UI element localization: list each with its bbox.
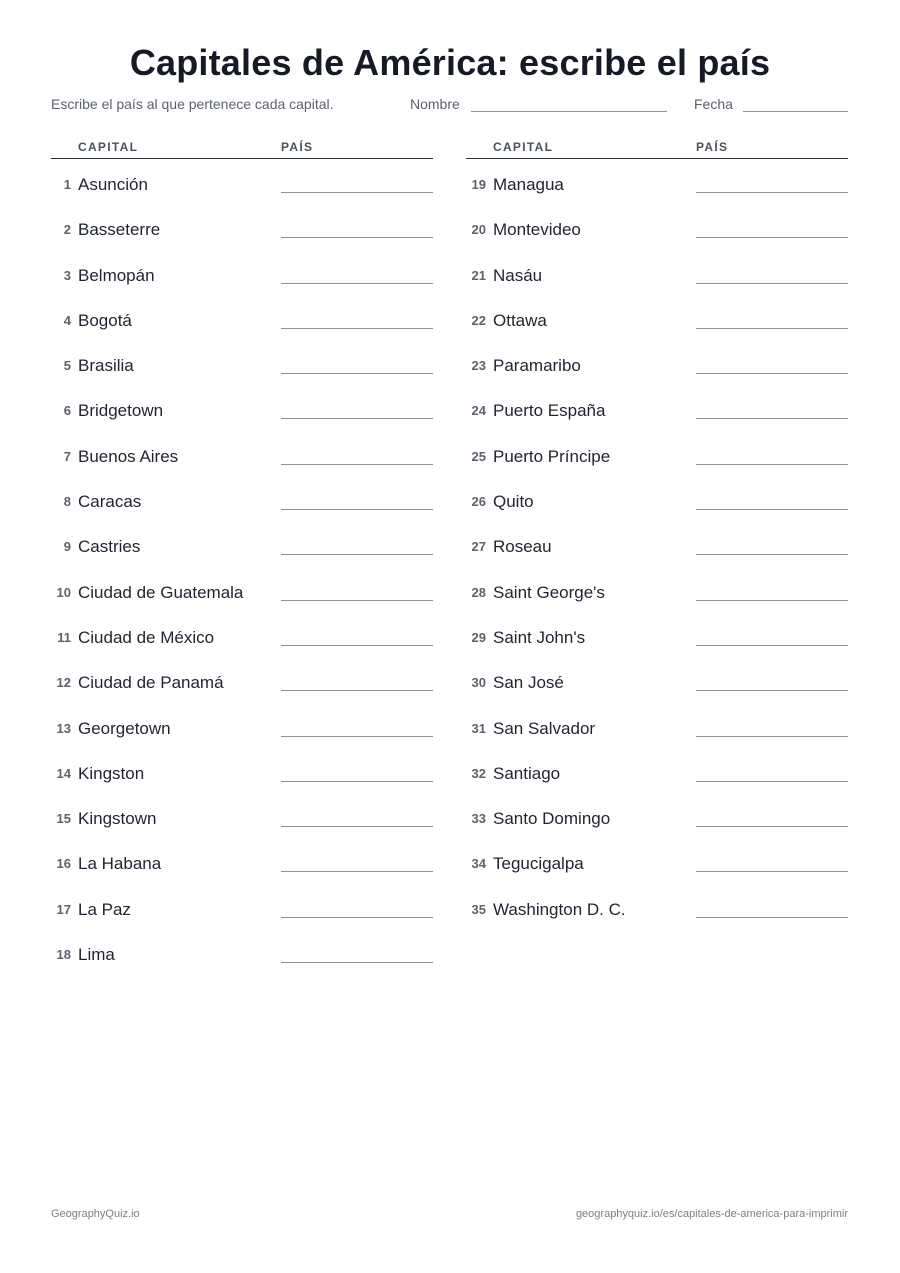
quiz-row xyxy=(466,793,848,838)
country-answer-line[interactable] xyxy=(281,283,433,284)
country-answer-line[interactable] xyxy=(281,917,433,918)
capital-name: Santiago xyxy=(493,763,561,783)
capital-name: Saint John's xyxy=(493,627,586,647)
quiz-row xyxy=(51,340,433,385)
country-answer-line[interactable] xyxy=(696,418,848,419)
country-answer-line[interactable] xyxy=(281,509,433,510)
capital-name: San Salvador xyxy=(493,718,596,738)
row-number: 6 xyxy=(63,403,71,419)
row-number: 29 xyxy=(471,629,486,645)
row-number: 7 xyxy=(63,448,71,464)
row-number: 22 xyxy=(471,312,486,328)
capital-name: Tegucigalpa xyxy=(493,854,584,874)
quiz-row xyxy=(466,703,848,748)
capital-name: Basseterre xyxy=(78,220,161,240)
right-column xyxy=(466,138,848,929)
row-number: 4 xyxy=(63,312,71,328)
quiz-row xyxy=(466,657,848,702)
row-number: 10 xyxy=(56,584,71,600)
capital-name: Ciudad de México xyxy=(78,627,215,647)
row-number: 3 xyxy=(63,267,71,283)
country-answer-line[interactable] xyxy=(281,826,433,827)
country-answer-line[interactable] xyxy=(696,826,848,827)
country-header: PAÍS xyxy=(281,140,314,154)
row-number: 26 xyxy=(471,494,486,510)
country-answer-line[interactable] xyxy=(281,736,433,737)
country-answer-line[interactable] xyxy=(696,871,848,872)
quiz-row xyxy=(51,612,433,657)
name-field-line[interactable] xyxy=(471,111,667,112)
footer-url: geographyquiz.io/es/capitales-de-america-para-imprimir xyxy=(575,1208,848,1220)
country-answer-line[interactable] xyxy=(696,781,848,782)
capital-name: Ciudad de Guatemala xyxy=(78,582,244,602)
quiz-row xyxy=(51,748,433,793)
quiz-row xyxy=(51,567,433,612)
page-title: Capitales de América: escribe el país xyxy=(129,42,771,83)
row-number: 11 xyxy=(57,629,71,645)
row-number: 1 xyxy=(63,177,71,192)
capital-name: La Paz xyxy=(78,899,131,919)
country-answer-line[interactable] xyxy=(696,237,848,238)
country-answer-line[interactable] xyxy=(281,645,433,646)
row-number: 34 xyxy=(471,856,486,872)
footer-brand: GeographyQuiz.io xyxy=(51,1208,140,1220)
column-header xyxy=(51,138,433,159)
country-answer-line[interactable] xyxy=(281,962,433,963)
row-number: 5 xyxy=(63,358,71,374)
country-answer-line[interactable] xyxy=(281,690,433,691)
column-header xyxy=(466,138,848,159)
row-number: 19 xyxy=(471,177,486,192)
capital-name: Montevideo xyxy=(493,220,581,240)
quiz-row xyxy=(466,838,848,883)
country-answer-line[interactable] xyxy=(281,373,433,374)
quiz-row xyxy=(51,929,433,974)
country-answer-line[interactable] xyxy=(281,464,433,465)
row-number: 27 xyxy=(471,539,486,555)
quiz-row xyxy=(466,567,848,612)
row-number: 13 xyxy=(56,720,71,736)
country-answer-line[interactable] xyxy=(696,373,848,374)
country-answer-line[interactable] xyxy=(696,645,848,646)
row-number: 17 xyxy=(56,901,71,917)
row-number: 12 xyxy=(56,675,71,691)
country-answer-line[interactable] xyxy=(281,600,433,601)
quiz-row xyxy=(466,476,848,521)
row-number: 24 xyxy=(471,403,486,419)
left-column xyxy=(51,138,433,974)
row-number: 32 xyxy=(471,765,486,781)
quiz-row xyxy=(466,612,848,657)
row-number: 9 xyxy=(63,539,71,555)
capital-name: San José xyxy=(493,673,564,693)
row-number: 14 xyxy=(56,765,71,781)
date-field-line[interactable] xyxy=(743,111,848,112)
row-number: 30 xyxy=(471,675,486,691)
row-number: 16 xyxy=(56,856,71,872)
quiz-row xyxy=(466,385,848,430)
quiz-row xyxy=(51,250,433,295)
instructions: Escribe el país al que pertenece cada capital. xyxy=(51,96,334,112)
row-number: 28 xyxy=(471,584,486,600)
row-number: 20 xyxy=(471,222,486,238)
country-answer-line[interactable] xyxy=(696,192,848,193)
capital-name: Georgetown xyxy=(78,718,171,738)
country-answer-line[interactable] xyxy=(696,328,848,329)
row-number: 21 xyxy=(471,267,486,283)
date-label: Fecha xyxy=(694,96,733,112)
capital-name: Ottawa xyxy=(493,310,547,330)
quiz-row xyxy=(466,748,848,793)
row-number: 8 xyxy=(63,494,71,510)
quiz-row xyxy=(51,703,433,748)
country-header: PAÍS xyxy=(696,140,729,154)
capital-name: Quito xyxy=(493,492,534,512)
capital-name: Kingstown xyxy=(78,809,157,829)
capital-name: Puerto Príncipe xyxy=(493,446,611,466)
left-rows xyxy=(51,159,433,974)
row-number: 18 xyxy=(56,947,71,963)
country-answer-line[interactable] xyxy=(696,600,848,601)
quiz-row xyxy=(51,657,433,702)
quiz-row xyxy=(51,295,433,340)
quiz-row xyxy=(51,204,433,249)
quiz-row xyxy=(466,159,848,204)
capital-name: Castries xyxy=(78,537,141,557)
country-answer-line[interactable] xyxy=(696,690,848,691)
capital-name: Santo Domingo xyxy=(493,809,611,829)
quiz-row xyxy=(51,884,433,929)
country-answer-line[interactable] xyxy=(281,554,433,555)
country-answer-line[interactable] xyxy=(281,192,433,193)
quiz-row xyxy=(51,385,433,430)
capital-name: Puerto España xyxy=(493,401,606,421)
country-answer-line[interactable] xyxy=(281,237,433,238)
worksheet-info-row xyxy=(51,96,848,116)
quiz-row xyxy=(51,159,433,204)
capital-name: Brasilia xyxy=(78,356,134,376)
capital-name: Managua xyxy=(493,175,564,194)
quiz-row xyxy=(466,204,848,249)
country-answer-line[interactable] xyxy=(696,283,848,284)
country-answer-line[interactable] xyxy=(696,736,848,737)
quiz-row xyxy=(51,521,433,566)
capital-name: Lima xyxy=(78,945,115,965)
capital-name: La Habana xyxy=(78,854,162,874)
capital-name: Belmopán xyxy=(78,265,155,285)
capital-header: CAPITAL xyxy=(78,140,139,154)
country-answer-line[interactable] xyxy=(281,871,433,872)
capital-name: Kingston xyxy=(78,763,145,783)
capital-name: Caracas xyxy=(78,492,142,512)
quiz-row xyxy=(51,793,433,838)
quiz-row xyxy=(466,295,848,340)
quiz-row xyxy=(51,838,433,883)
capital-name: Bogotá xyxy=(78,310,132,330)
row-number: 25 xyxy=(471,448,486,464)
name-label: Nombre xyxy=(410,96,460,112)
row-number: 23 xyxy=(471,358,486,374)
quiz-row xyxy=(466,250,848,295)
country-answer-line[interactable] xyxy=(281,418,433,419)
row-number: 2 xyxy=(63,222,71,238)
capital-header: CAPITAL xyxy=(493,140,554,154)
row-number: 15 xyxy=(56,811,71,827)
capital-name: Roseau xyxy=(493,537,552,557)
capital-name: Buenos Aires xyxy=(78,446,179,466)
capital-name: Washington D. C. xyxy=(493,899,626,919)
country-answer-line[interactable] xyxy=(281,328,433,329)
quiz-row xyxy=(466,340,848,385)
capital-name: Bridgetown xyxy=(78,401,164,421)
capital-name: Paramaribo xyxy=(493,356,581,376)
right-rows xyxy=(466,159,848,929)
country-answer-line[interactable] xyxy=(696,464,848,465)
capital-name: Saint George's xyxy=(493,582,605,602)
country-answer-line[interactable] xyxy=(696,509,848,510)
quiz-row xyxy=(466,521,848,566)
quiz-row xyxy=(51,431,433,476)
capital-name: Ciudad de Panamá xyxy=(78,673,224,693)
quiz-row xyxy=(51,476,433,521)
row-number: 33 xyxy=(471,811,486,827)
quiz-row xyxy=(466,431,848,476)
capital-name: Asunción xyxy=(78,175,148,194)
country-answer-line[interactable] xyxy=(696,554,848,555)
country-answer-line[interactable] xyxy=(696,917,848,918)
row-number: 31 xyxy=(471,720,486,736)
quiz-row xyxy=(466,884,848,929)
row-number: 35 xyxy=(471,901,486,917)
country-answer-line[interactable] xyxy=(281,781,433,782)
capital-name: Nasáu xyxy=(493,265,543,285)
